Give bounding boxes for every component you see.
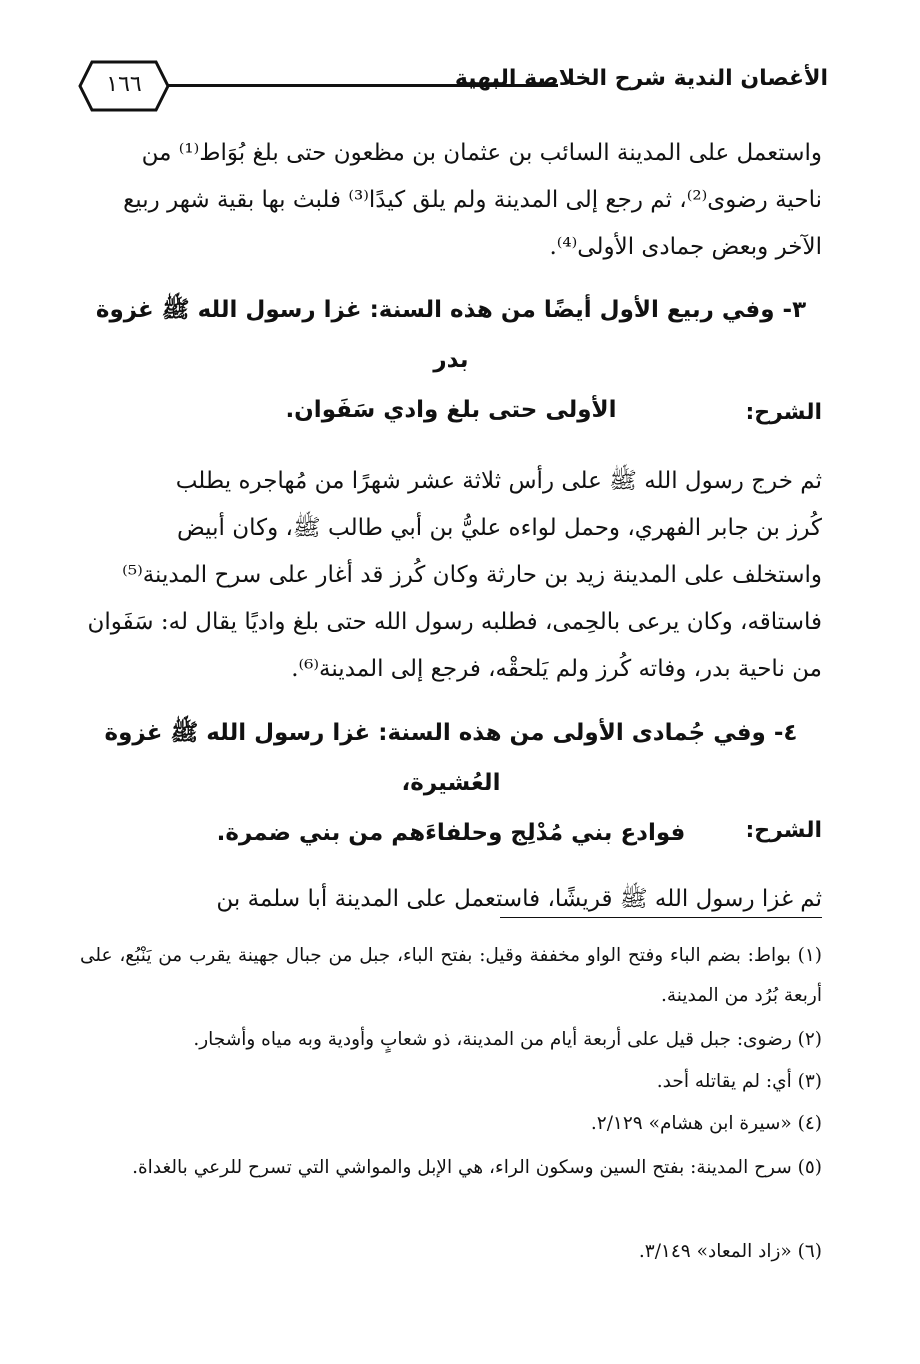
heading-line: فوادع بني مُدْلِج وحلفاءَهم من بني ضمرة. — [216, 820, 686, 846]
sharh-label: الشرح: — [745, 818, 822, 843]
heading-line: ٣- وفي ربيع الأول أيضًا من هذه السنة: غزا رسول الله ﷺ غزوة بدر — [95, 297, 807, 373]
section-heading-3 — [80, 285, 822, 435]
text-line: فاستاقه، وكان يرعى بالحِمى، فطلبه رسول الله حتى بلغ واديًا يقال له: سَفَوان — [87, 609, 822, 635]
paragraph-1 — [80, 130, 822, 271]
sharh-label: الشرح: — [745, 400, 822, 425]
footnote-1: (١) بواط: بضم الباء وفتح الواو مخففة وقيل: بفتح الباء، جبل من جبال جهينة يقرب من يَنْبُع، على أربعة بُرُد من المدينة. — [80, 945, 822, 1006]
text-line: من ناحية بدر، وفاته كُرز ولم يَلحقْه، فرجع إلى المدينة⁽⁶⁾. — [291, 656, 822, 682]
footnote-2: (٢) رضوى: جبل قيل على أربعة أيام من المدينة، ذو شعابٍ وأودية وبه مياه وأشجار. — [193, 1029, 822, 1050]
text-line: ثم غزا رسول الله ﷺ قريشًا، فاستعمل على المدينة أبا سلمة بن — [216, 886, 822, 912]
running-title: الأغصان الندية شرح الخلاصة البهية — [454, 66, 828, 91]
text-line: ناحية رضوى⁽²⁾، ثم رجع إلى المدينة ولم يلق كيدًا⁽³⁾ فلبث بها بقية شهر ربيع — [123, 187, 822, 213]
page-header — [78, 58, 828, 120]
page-number: ١٦٦ — [106, 72, 142, 97]
text-line: واستعمل على المدينة السائب بن عثمان بن مظعون حتى بلغ بُوَاط⁽¹⁾ من — [141, 140, 822, 166]
section-heading-4 — [80, 708, 822, 858]
footnote-6: (٦) «زاد المعاد» ٣/١٤٩. — [638, 1241, 822, 1262]
text-line: كُرز بن جابر الفهري، وحمل لواءه عليُّ بن أبي طالب ﷺ، وكان أبيض — [177, 515, 822, 541]
page-number-frame — [78, 58, 170, 114]
header-rule — [168, 84, 558, 87]
footnote-3: (٣) أي: لم يقاتله أحد. — [656, 1071, 822, 1092]
text-line: واستخلف على المدينة زيد بن حارثة وكان كُرز قد أغار على سرح المدينة⁽⁵⁾ — [122, 562, 822, 588]
paragraph-2 — [80, 458, 822, 693]
footnote-4: (٤) «سيرة ابن هشام» ٢/١٢٩. — [590, 1113, 822, 1134]
footnote-5: (٥) سرح المدينة: بفتح السين وسكون الراء، هي الإبل والمواشي التي تسرح للرعي بالغداة. — [132, 1157, 822, 1178]
heading-line: الأولى حتى بلغ وادي سَفَوان. — [285, 397, 617, 423]
text-line: الآخر وبعض جمادى الأولى⁽⁴⁾. — [549, 234, 822, 260]
paragraph-3 — [80, 876, 822, 923]
footnote-separator — [500, 917, 822, 918]
heading-line: ٤- وفي جُمادى الأولى من هذه السنة: غزا رسول الله ﷺ غزوة العُشيرة، — [104, 720, 798, 796]
text-line: ثم خرج رسول الله ﷺ على رأس ثلاثة عشر شهرًا من مُهاجره يطلب — [175, 468, 822, 494]
